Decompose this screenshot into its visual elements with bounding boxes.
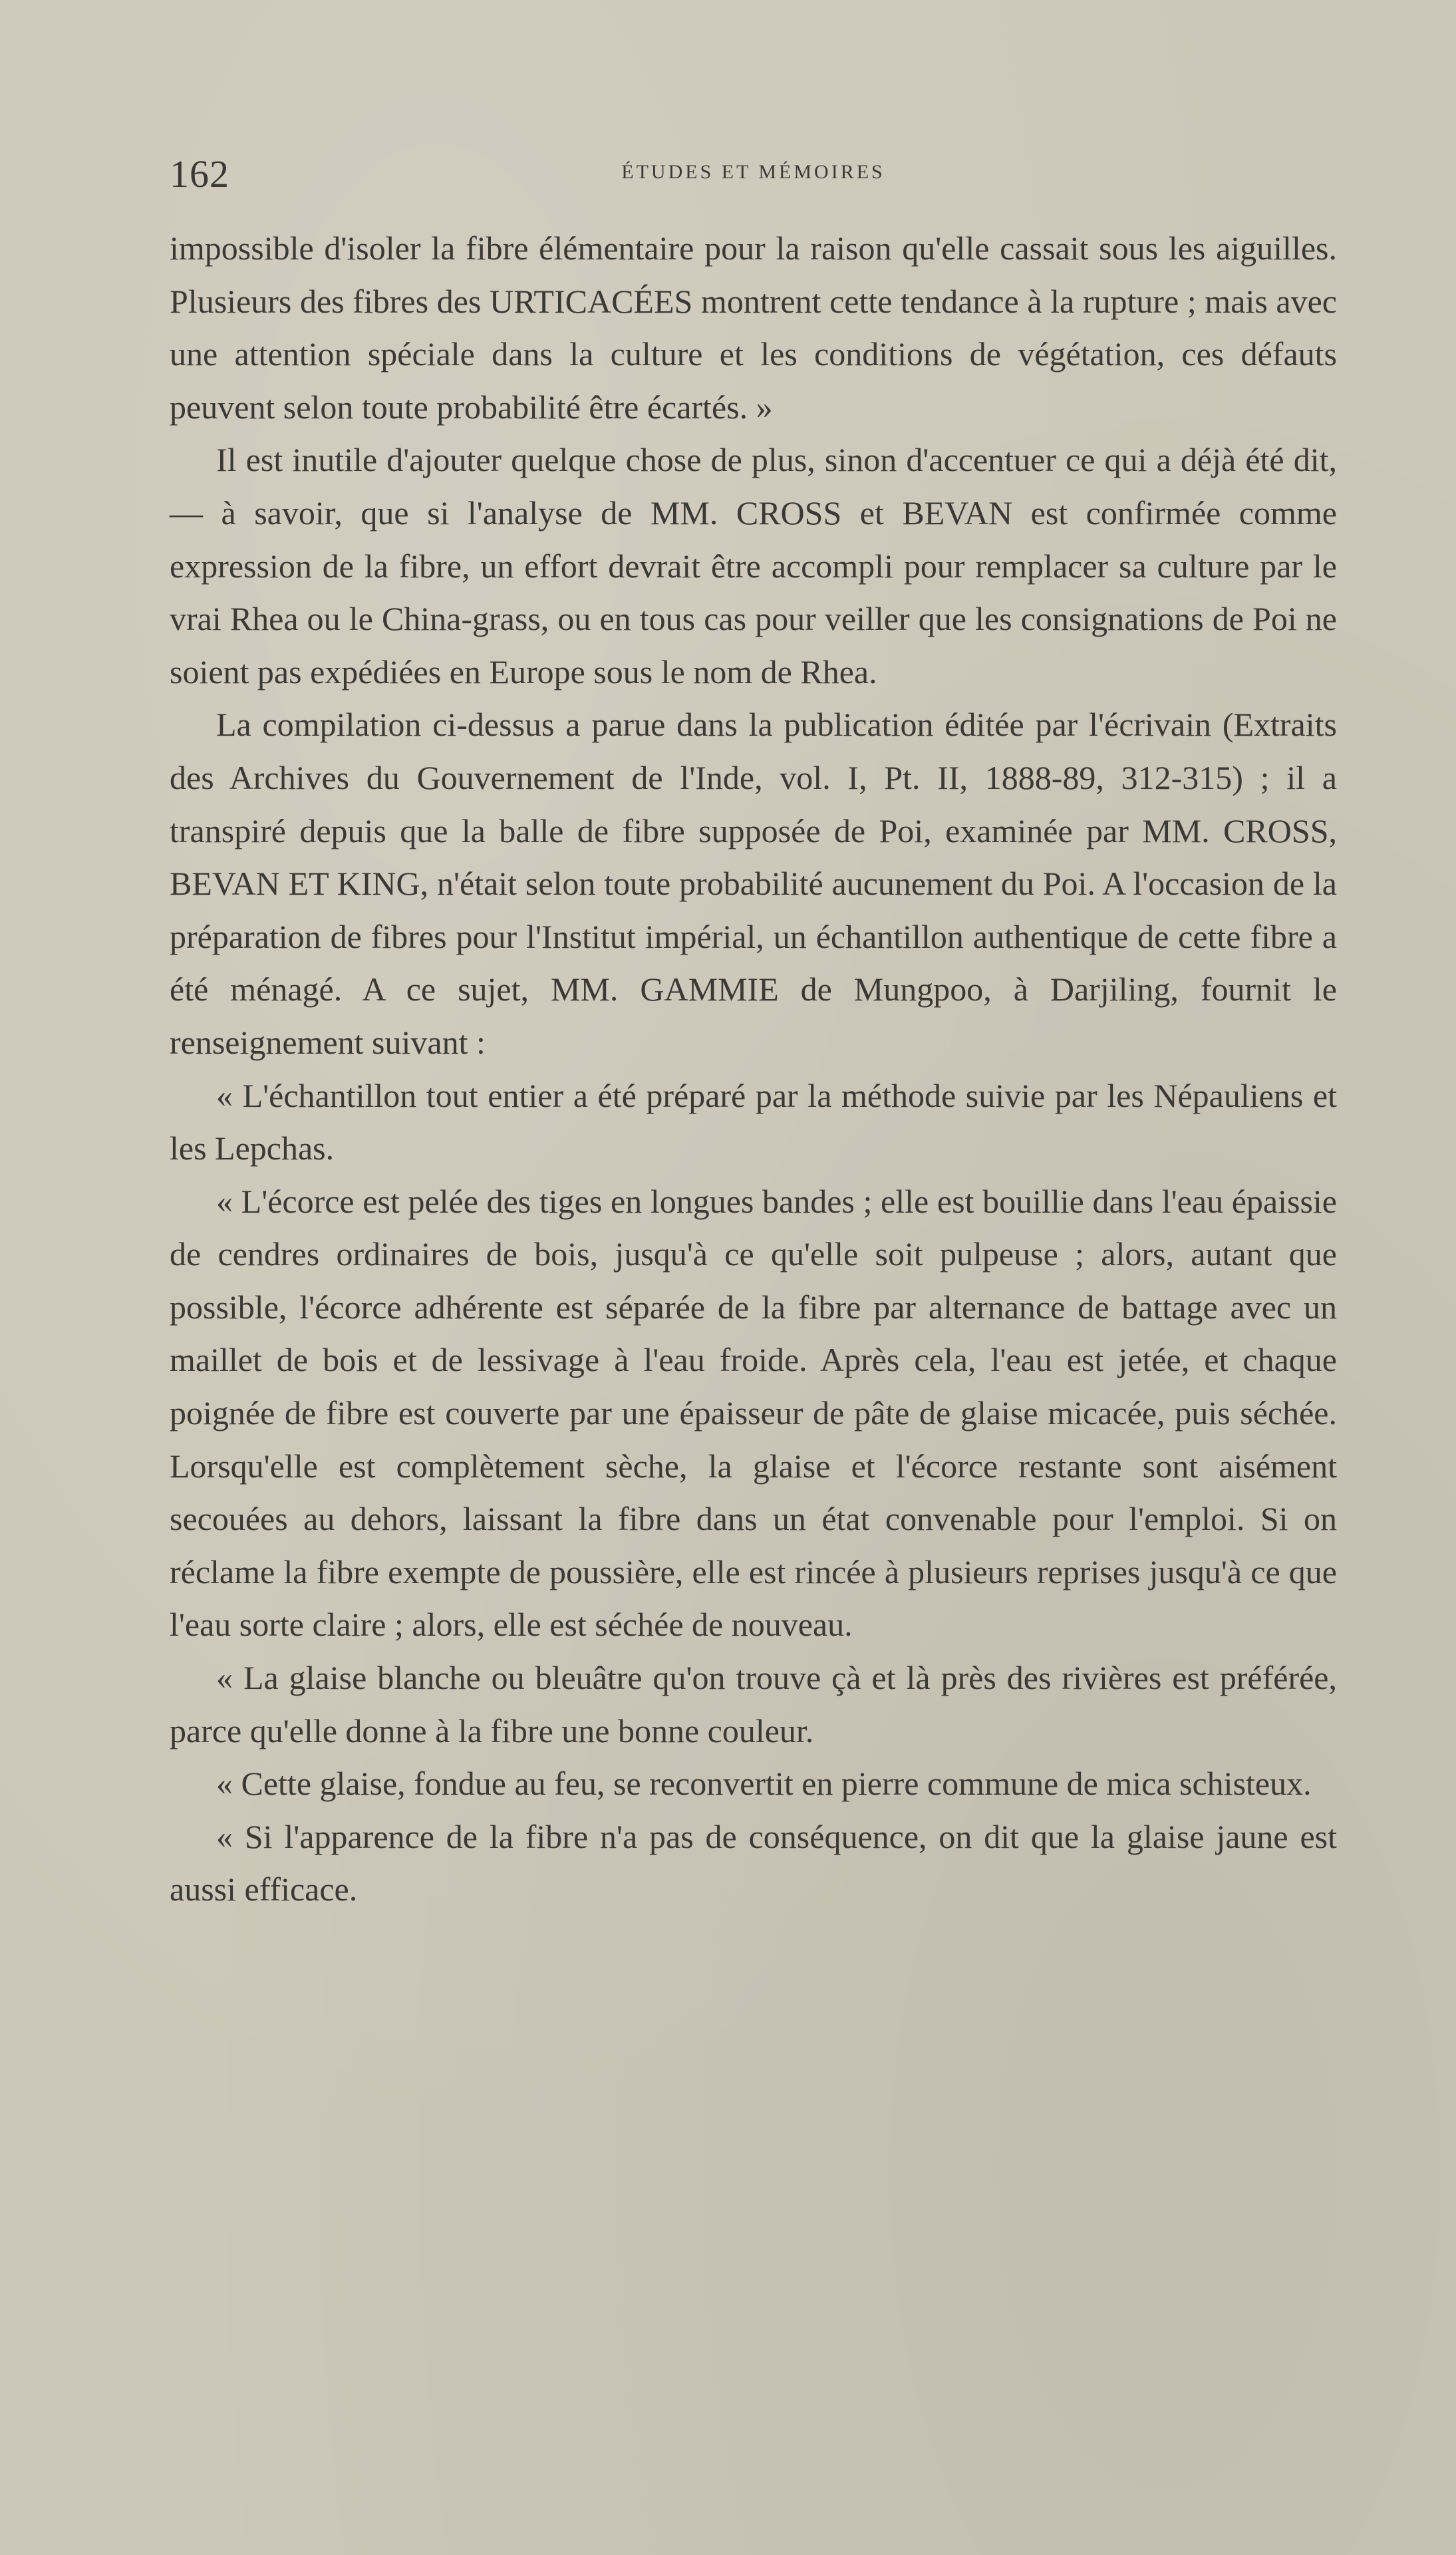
body-text	[170, 222, 1337, 1916]
paragraph: « Cette glaise, fondue au feu, se reconvertit en pierre commune de mica schisteux.	[216, 1765, 1312, 1803]
page-header	[170, 152, 1337, 196]
paragraph: Il est inutile d'ajouter quelque chose de plus, sinon d'accentuer ce qui a déjà été dit, — à savoir, que si l'analyse de MM. CROSS et BEVAN est confirmée comme expression de la fibre, un effort devrait être accompli pour remplacer sa culture par le vrai Rhea ou le China-grass, ou en tous cas pour veiller que les consignations de Poi ne soient pas expédiées en Europe sous le nom de Rhea.	[170, 441, 1337, 690]
page-number: 162	[170, 152, 229, 196]
paragraph: La compilation ci-dessus a parue dans la publication éditée par l'écrivain (Extraits des Archives du Gouvernement de l'Inde, vol. I, Pt. II, 1888-89, 312-315) ; il a transpiré depuis que la balle de fibre supposée de Poi, examinée par MM. CROSS, BEVAN ET KING, n'était selon toute probabilité aucunement du Poi. A l'occasion de la préparation de fibres pour l'Institut impérial, un échantillon authentique de cette fibre a été ménagé. A ce sujet, MM. GAMMIE de Mungpoo, à Darjiling, fournit le renseignement suivant :	[170, 706, 1337, 1061]
paragraph: impossible d'isoler la fibre élémentaire pour la raison qu'elle cassait sous les aiguilles. Plusieurs des fibres des URTICACÉES montrent cette tendance à la rupture ; mais avec une attention spéciale dans la culture et les conditions de végétation, ces défauts peuvent selon toute probabilité être écartés. »	[170, 229, 1337, 426]
paragraph: « Si l'apparence de la fibre n'a pas de conséquence, on dit que la glaise jaune est aussi efficace.	[170, 1817, 1337, 1908]
paragraph: « La glaise blanche ou bleuâtre qu'on trouve çà et là près des rivières est préférée, parce qu'elle donne à la fibre une bonne couleur.	[170, 1659, 1337, 1749]
paragraph: « L'échantillon tout entier a été préparé par la méthode suivie par les Népauliens et les Lepchas.	[170, 1076, 1337, 1167]
running-title: ÉTUDES ET MÉMOIRES	[621, 161, 885, 183]
paragraph: « L'écorce est pelée des tiges en longues bandes ; elle est bouillie dans l'eau épaissie de cendres ordinaires de bois, jusqu'à ce qu'elle soit pulpeuse ; alors, autant que possible, l'écorce adhérente est séparée de la fibre par alternance de battage avec un maillet de bois et de lessivage à l'eau froide. Après cela, l'eau est jetée, et chaque poignée de fibre est couverte par une épaisseur de pâte de glaise micacée, puis séchée. Lorsqu'elle est complètement sèche, la glaise et l'écorce restante sont aisément secouées au dehors, laissant la fibre dans un état convenable pour l'emploi. Si on réclame la fibre exempte de poussière, elle est rincée à plusieurs reprises jusqu'à ce que l'eau sorte claire ; alors, elle est séchée de nouveau.	[170, 1182, 1337, 1644]
